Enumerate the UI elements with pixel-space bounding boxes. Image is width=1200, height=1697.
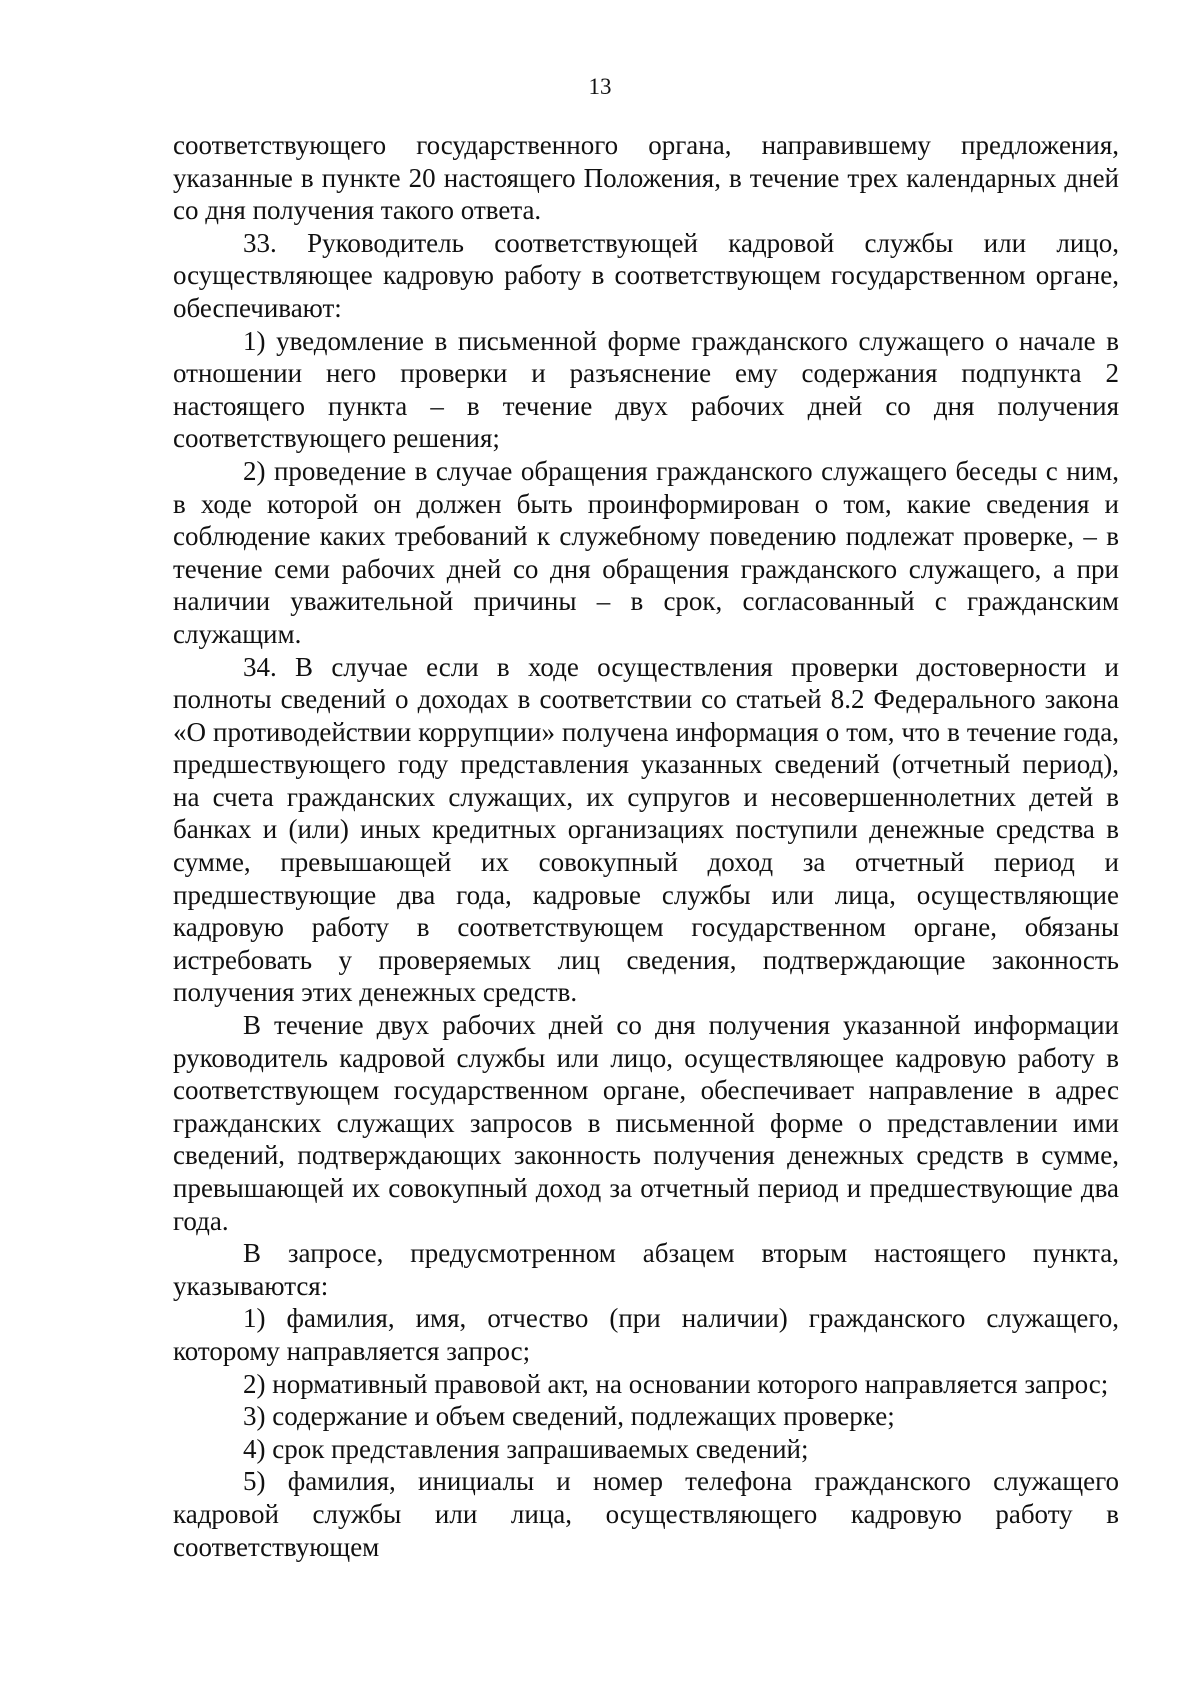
- paragraph-item-33: 33. Руководитель соответствующей кадровой службы или лицо, осуществляющее кадровую работу в соответствующем государственном органе, обеспечивают:: [173, 227, 1119, 323]
- list-item: 1) уведомление в письменной форме гражданского служащего о начале в отношении него проверки и разъяснение ему содержания подпункта 2 настоящего пункта – в течение двух рабочих дней со дня получения соответствующего решения;: [173, 325, 1119, 454]
- paragraph-item-34: 34. В случае если в ходе осуществления проверки достоверности и полноты сведений о доходах в соответствии со статьей 8.2 Федерального закона «О противодействии коррупции» получена информация о том, что в течение года, предшествующего году представления указанных сведений (отчетный период), на счета гражданских служащих, их супругов и несовершеннолетних детей в банках и (или) иных кредитных организациях поступили денежные средства в сумме, превышающей их совокупный доход за отчетный период и предшествующие два года, кадровые службы или лица, осуществляющие кадровую работу в соответствующем государственном органе, обязаны истребовать у проверяемых лиц сведения, подтверждающие законность получения этих денежных средств.: [173, 651, 1119, 1008]
- list-item: 1) фамилия, имя, отчество (при наличии) гражданского служащего, которому направляется запрос;: [173, 1303, 1119, 1366]
- list-item: 3) содержание и объем сведений, подлежащих проверке;: [243, 1401, 895, 1432]
- paragraph: соответствующего государственного органа, направившему предложения, указанные в пункте 20 настоящего Положения, в течение трех календарных дней со дня получения такого ответа.: [173, 130, 1119, 226]
- list-item: 5) фамилия, инициалы и номер телефона гражданского служащего кадровой службы или лица, осуществляющего кадровую работу в соответствующем: [173, 1466, 1119, 1562]
- paragraph: В течение двух рабочих дней со дня получения указанной информации руководитель кадровой службы или лицо, осуществляющее кадровую работу в соответствующем государственном органе, обеспечивает направление в адрес гражданских служащих запросов в письменной форме о представлении ими сведений, подтверждающих законность получения денежных средств в сумме, превышающей их совокупный доход за отчетный период и предшествующие два года.: [173, 1010, 1119, 1236]
- list-item: 4) срок представления запрашиваемых сведений;: [243, 1433, 809, 1464]
- list-item: 2) нормативный правовой акт, на основании которого направляется запрос;: [243, 1368, 1109, 1399]
- paragraph: В запросе, предусмотренном абзацем вторым настоящего пункта, указываются:: [173, 1238, 1119, 1301]
- document-body: [173, 129, 1119, 1563]
- page-number: 13: [588, 74, 612, 99]
- list-item: 2) проведение в случае обращения гражданского служащего беседы с ним, в ходе которой он должен быть проинформирован о том, какие сведения и соблюдение каких требований к служебному поведению подлежат проверке, – в течение семи рабочих дней со дня обращения гражданского служащего, а при наличии уважительной причины – в срок, согласованный с гражданским служащим.: [173, 455, 1119, 649]
